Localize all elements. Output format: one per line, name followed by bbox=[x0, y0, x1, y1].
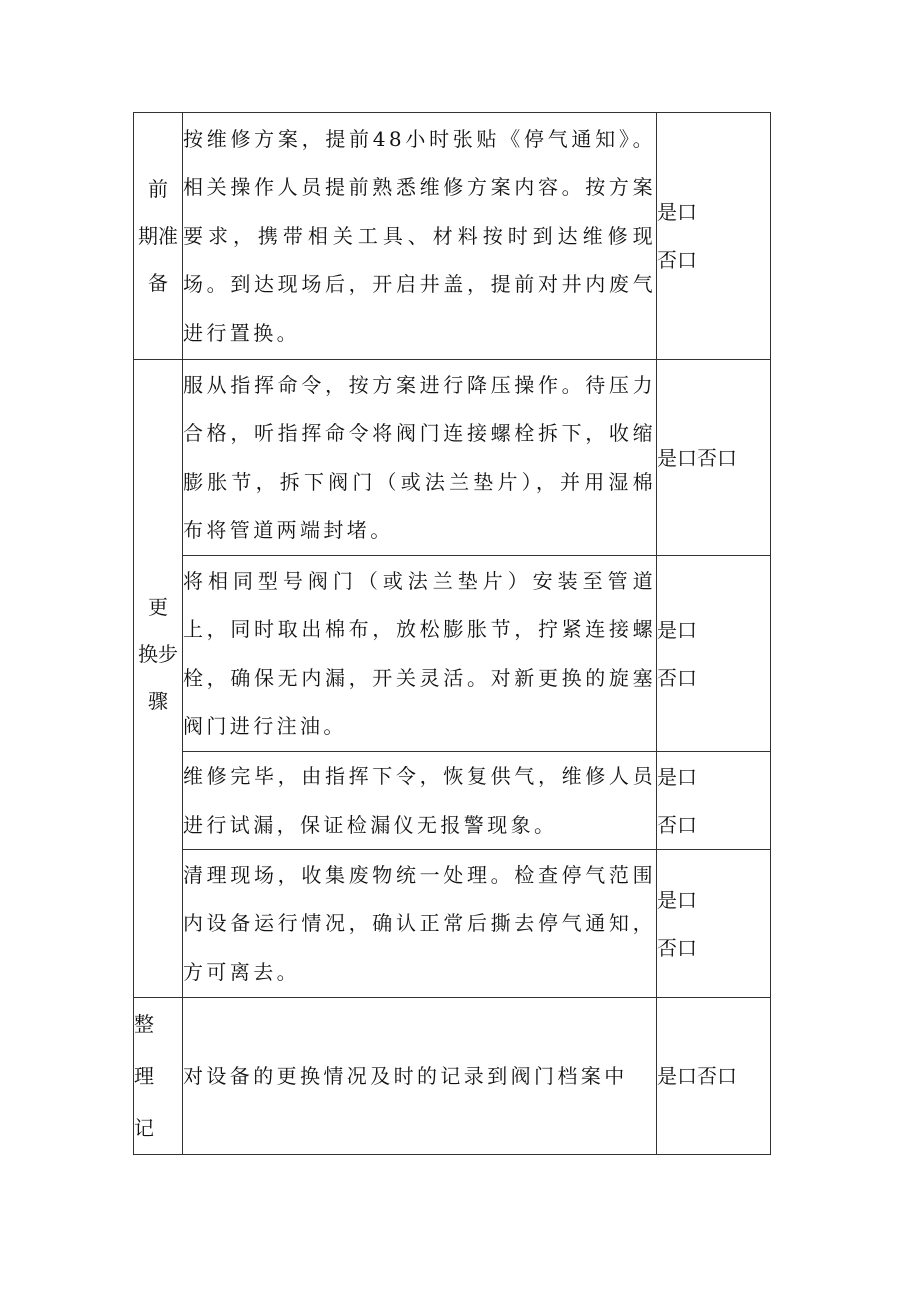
yes-no-checkbox[interactable]: 是口 否口 bbox=[657, 556, 771, 752]
maintenance-checklist-table bbox=[133, 112, 771, 1155]
category-label: 前 期准 备 bbox=[138, 176, 178, 295]
table-row bbox=[134, 752, 771, 850]
table-row bbox=[134, 113, 771, 360]
yes-no-checkbox[interactable]: 是口 否口 bbox=[657, 113, 771, 360]
step-description: 清理现场，收集废物统一处理。检查停气范围内设备运行情况，确认正常后撕去停气通知，方可离去。 bbox=[183, 850, 657, 998]
step-description: 按维修方案，提前48小时张贴《停气通知》。相关操作人员提前熟悉维修方案内容。按方案要求，携带相关工具、材料按时到达维修现场。到达现场后，开启井盖，提前对井内废气进行置换。 bbox=[183, 113, 657, 360]
category-cell-replacement-steps bbox=[134, 360, 183, 998]
table-row bbox=[134, 360, 771, 556]
step-description: 维修完毕，由指挥下令，恢复供气，维修人员进行试漏，保证检漏仪无报警现象。 bbox=[183, 752, 657, 850]
category-cell-preparation bbox=[134, 113, 183, 360]
table-row bbox=[134, 998, 771, 1155]
step-description: 将相同型号阀门（或法兰垫片）安装至管道上，同时取出棉布，放松膨胀节，拧紧连接螺栓，确保无内漏，开关灵活。对新更换的旋塞阀门进行注油。 bbox=[183, 556, 657, 752]
yes-no-checkbox[interactable]: 是口否口 bbox=[657, 998, 771, 1155]
yes-no-checkbox[interactable]: 是口 否口 bbox=[657, 752, 771, 850]
category-cell-record bbox=[134, 998, 183, 1155]
category-label: 更 换步 骤 bbox=[138, 595, 178, 713]
yes-no-checkbox[interactable]: 是口 否口 bbox=[657, 850, 771, 998]
category-label: 整 理 记 bbox=[134, 1012, 154, 1140]
yes-no-checkbox[interactable]: 是口否口 bbox=[657, 360, 771, 556]
step-description: 对设备的更换情况及时的记录到阀门档案中 bbox=[183, 998, 657, 1155]
table-row bbox=[134, 850, 771, 998]
step-description: 服从指挥命令，按方案进行降压操作。待压力合格，听指挥命令将阀门连接螺栓拆下，收缩膨胀节，拆下阀门（或法兰垫片），并用湿棉布将管道两端封堵。 bbox=[183, 360, 657, 556]
table-row bbox=[134, 556, 771, 752]
